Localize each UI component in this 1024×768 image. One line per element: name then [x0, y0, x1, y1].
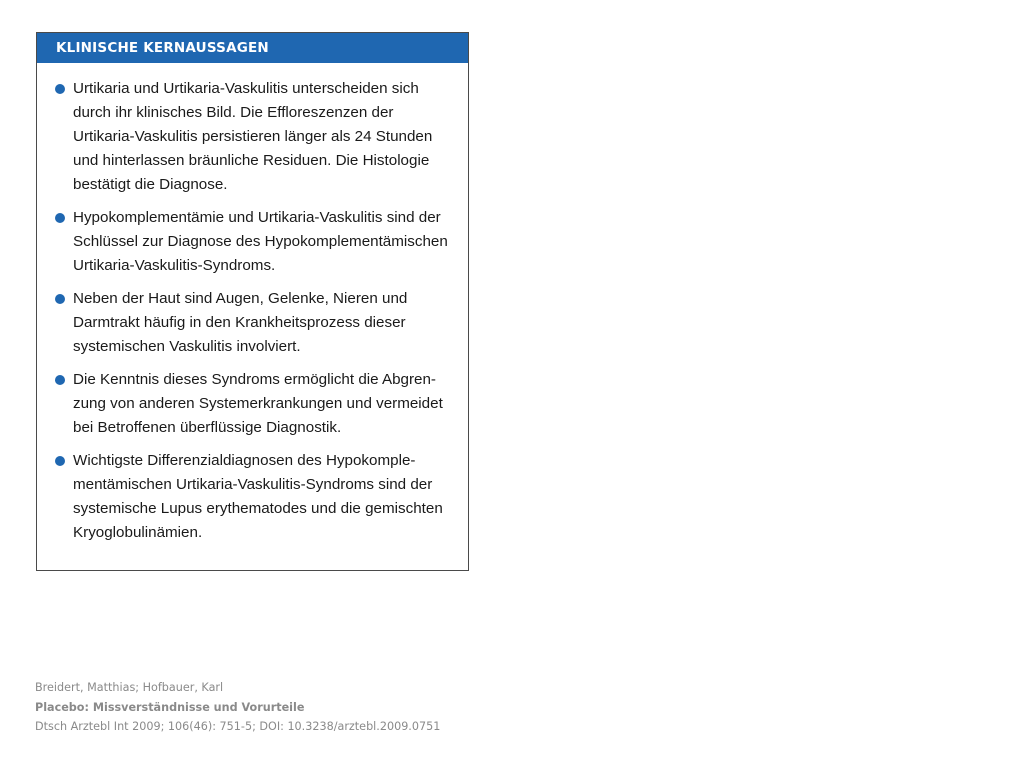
citation [35, 678, 440, 737]
box-title: KLINISCHE KERNAUSSAGEN [37, 33, 468, 63]
bullet-dot-icon [55, 294, 65, 304]
list-item-line: bei Betroffenen überflüssige Diagnostik. [73, 419, 342, 436]
bullet-dot-icon [55, 84, 65, 94]
bullet-dot-icon [55, 456, 65, 466]
list-item-line: Hypokomplementämie und Urtikaria-Vaskulitis sind der [73, 209, 441, 226]
citation-authors: Breidert, Matthias; Hofbauer, Karl [35, 681, 224, 694]
citation-title: Placebo: Missverständnisse und Vorurteile [35, 700, 305, 714]
list-item [55, 77, 458, 197]
list-item-line: Urtikaria-Vaskulitis persistieren länger als 24 Stunden [73, 128, 433, 145]
list-item-line: systemische Lupus erythematodes und die gemischten [73, 500, 443, 517]
list-item [55, 368, 458, 440]
list-item-line: Neben der Haut sind Augen, Gelenke, Nieren und [73, 290, 408, 307]
list-item-line: bestätigt die Diagnose. [73, 176, 228, 193]
list-item-line: durch ihr klinisches Bild. Die Effloreszenzen der [73, 104, 394, 121]
list-item-line: Darmtrakt häufig in den Krankheitsprozess dieser [73, 314, 406, 331]
list-item-line: Wichtigste Differenzialdiagnosen des Hypokomple- [73, 452, 416, 469]
list-item-line: Schlüssel zur Diagnose des Hypokomplementämischen [73, 233, 448, 250]
list-item [55, 287, 458, 359]
list-item [55, 206, 458, 278]
key-statements-box [36, 32, 469, 571]
list-item [55, 449, 458, 545]
list-item-line: Kryoglobulinämien. [73, 524, 203, 541]
list-item-line: und hinterlassen bräunliche Residuen. Die Histologie [73, 152, 430, 169]
list-item-line: systemischen Vaskulitis involviert. [73, 338, 301, 355]
list-item-line: mentämischen Urtikaria-Vaskulitis-Syndroms sind der [73, 476, 433, 493]
list-item-line: Die Kenntnis dieses Syndroms ermöglicht die Abgren- [73, 371, 436, 388]
list-item-line: zung von anderen Systemerkrankungen und vermeidet [73, 395, 443, 412]
bullet-dot-icon [55, 213, 65, 223]
bullet-dot-icon [55, 375, 65, 385]
list-item-line: Urtikaria und Urtikaria-Vaskulitis unterscheiden sich [73, 80, 419, 97]
citation-reference: Dtsch Arztebl Int 2009; 106(46): 751-5; DOI: 10.3238/arztebl.2009.0751 [35, 720, 441, 733]
key-statements-list [37, 63, 468, 545]
list-item-line: Urtikaria-Vaskulitis-Syndroms. [73, 257, 276, 274]
